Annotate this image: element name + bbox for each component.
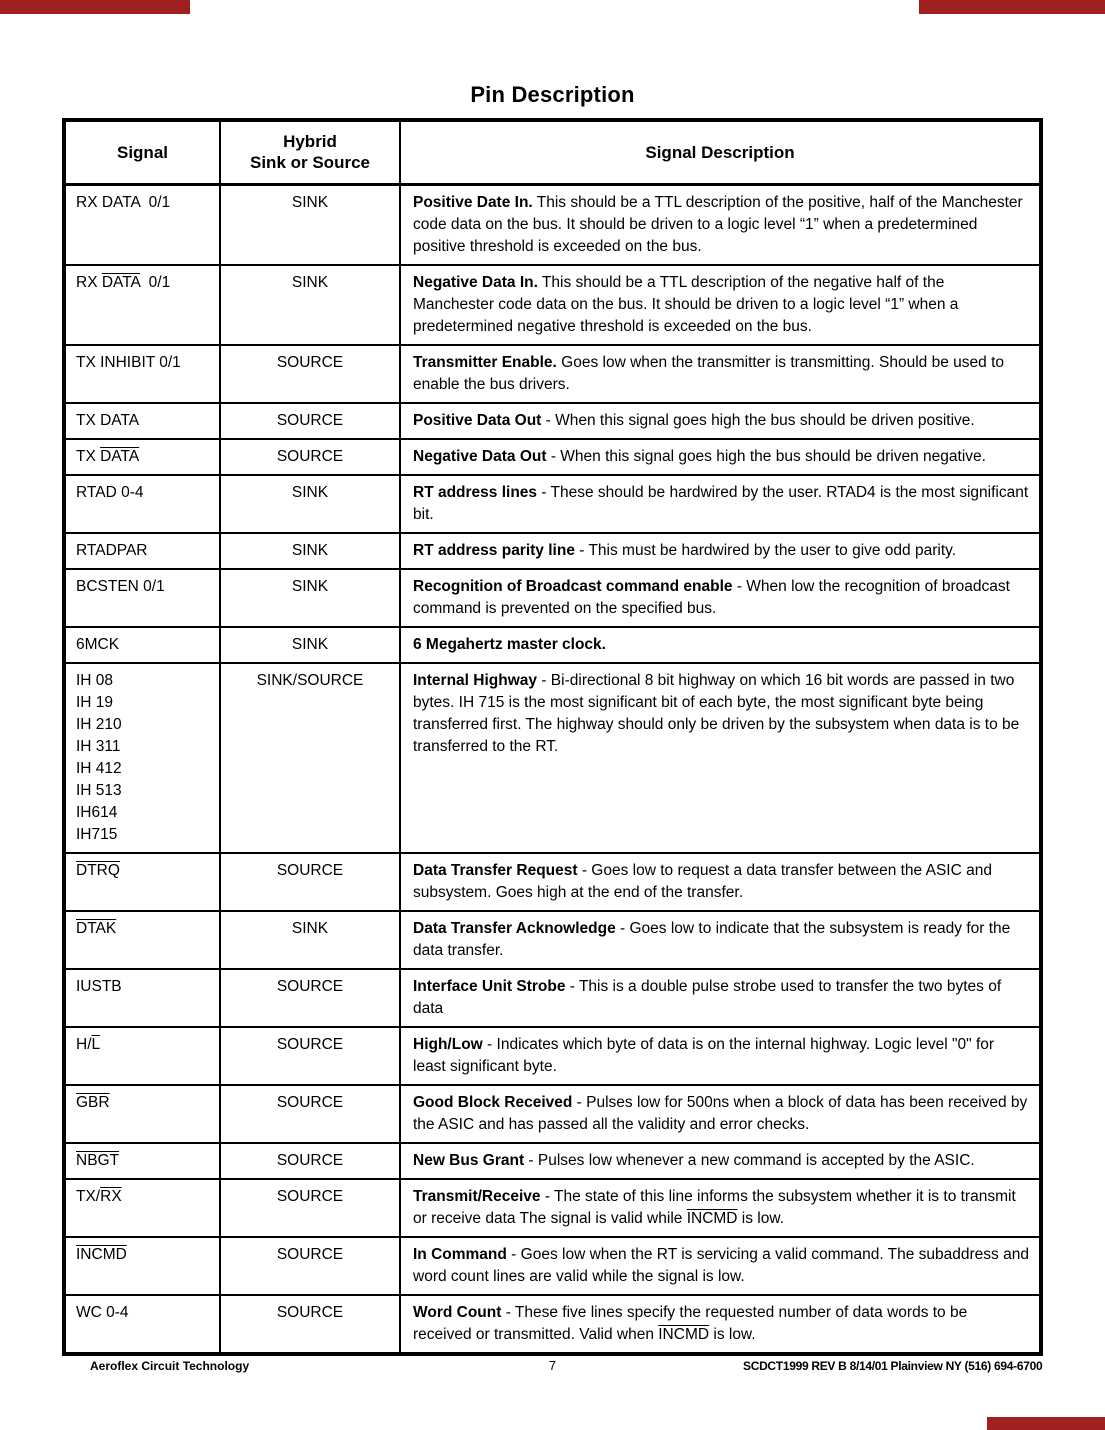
table-row bbox=[64, 533, 1041, 569]
signal-cell: 6MCK bbox=[64, 627, 220, 663]
header-hybrid-line2: Sink or Source bbox=[250, 153, 370, 173]
hybrid-cell: SINK bbox=[220, 475, 400, 533]
table-row bbox=[64, 853, 1041, 911]
description-cell: Positive Date In. This should be a TTL description of the positive, half of the Manchester code data on the bus. It should be driven to a logic level “1” when a predetermined positive threshold is exceeded on the bus. bbox=[400, 184, 1041, 265]
signal-cell: BCSTEN 0/1 bbox=[64, 569, 220, 627]
description-cell: High/Low - Indicates which byte of data is on the internal highway. Logic level "0" for least significant byte. bbox=[400, 1027, 1041, 1085]
description-cell: Word Count - These five lines specify the requested number of data words to be received or transmitted. Valid when INCMD is low. bbox=[400, 1295, 1041, 1354]
description-cell: RT address parity line - This must be hardwired by the user to give odd parity. bbox=[400, 533, 1041, 569]
table-row bbox=[64, 1027, 1041, 1085]
red-bar-bottom-right bbox=[987, 1417, 1105, 1430]
description-cell: 6 Megahertz master clock. bbox=[400, 627, 1041, 663]
description-cell: Recognition of Broadcast command enable - When low the recognition of broadcast command is prevented on the specified bus. bbox=[400, 569, 1041, 627]
header-hybrid-line1: Hybrid bbox=[283, 132, 337, 152]
signal-cell: RTADPAR bbox=[64, 533, 220, 569]
description-cell: RT address lines - These should be hardwired by the user. RTAD4 is the most significant bit. bbox=[400, 475, 1041, 533]
signal-cell: TX DATA bbox=[64, 403, 220, 439]
footer-page-number: 7 bbox=[548, 1358, 557, 1373]
hybrid-cell: SOURCE bbox=[220, 1179, 400, 1237]
table-row bbox=[64, 475, 1041, 533]
header-signal: Signal bbox=[64, 120, 220, 184]
hybrid-cell: SOURCE bbox=[220, 439, 400, 475]
hybrid-cell: SINK bbox=[220, 184, 400, 265]
description-cell: Data Transfer Acknowledge - Goes low to indicate that the subsystem is ready for the data transfer. bbox=[400, 911, 1041, 969]
hybrid-cell: SINK bbox=[220, 627, 400, 663]
red-bar-top-right bbox=[919, 0, 1105, 14]
description-cell: Negative Data In. This should be a TTL description of the negative half of the Manchester code data on the bus. It should be driven to a logic level “1” when a predetermined negative threshold is exceeded on the bus. bbox=[400, 265, 1041, 345]
description-cell: Interface Unit Strobe - This is a double pulse strobe used to transfer the two bytes of data bbox=[400, 969, 1041, 1027]
signal-cell: DTAK bbox=[64, 911, 220, 969]
table-row bbox=[64, 1295, 1041, 1354]
page-title: Pin Description bbox=[470, 82, 635, 107]
table-row bbox=[64, 569, 1041, 627]
description-cell: Transmit/Receive - The state of this line informs the subsystem whether it is to transmit or receive data The signal is valid while INCMD is low. bbox=[400, 1179, 1041, 1237]
table-row bbox=[64, 627, 1041, 663]
signal-cell: RX DATA 0/1 bbox=[64, 184, 220, 265]
signal-cell: TX DATA bbox=[64, 439, 220, 475]
table-row bbox=[64, 439, 1041, 475]
hybrid-cell: SINK bbox=[220, 569, 400, 627]
description-cell: Internal Highway - Bi-directional 8 bit highway on which 16 bit words are passed in two bytes. IH 715 is the most significant bit of each byte, the most significant byte being transferred first. The highway should only be driven by the subsystem when data is to be transferred to the RT. bbox=[400, 663, 1041, 853]
hybrid-cell: SOURCE bbox=[220, 403, 400, 439]
page-footer bbox=[62, 1354, 1043, 1394]
signal-cell: RTAD 0-4 bbox=[64, 475, 220, 533]
signal-cell: IH 08 IH 19 IH 210 IH 311 IH 412 IH 513 IH614 IH715 bbox=[64, 663, 220, 853]
signal-cell: $TX/\overline{RX}$ bbox=[64, 1179, 220, 1237]
signal-cell: $\overline{GBR}$ bbox=[64, 1085, 220, 1143]
signal-cell: RX DATA 0/1 bbox=[64, 265, 220, 345]
signal-cell: IUSTB bbox=[64, 969, 220, 1027]
footer-doc-id: SCDCT1999 REV B 8/14/01 Plainview NY (516) 694-6700 bbox=[743, 1354, 1043, 1373]
table-row bbox=[64, 969, 1041, 1027]
red-bar-top-left bbox=[0, 0, 190, 14]
hybrid-cell: SINK bbox=[220, 911, 400, 969]
hybrid-cell: SINK bbox=[220, 265, 400, 345]
signal-cell: WC 0-4 bbox=[64, 1295, 220, 1354]
signal-cell: DTRQ bbox=[64, 853, 220, 911]
hybrid-cell: SINK bbox=[220, 533, 400, 569]
table-row bbox=[64, 911, 1041, 969]
hybrid-cell: SINK/SOURCE bbox=[220, 663, 400, 853]
hybrid-cell: SOURCE bbox=[220, 1143, 400, 1179]
signal-cell: NBGT bbox=[64, 1143, 220, 1179]
table-row bbox=[64, 663, 1041, 853]
description-cell: Negative Data Out - When this signal goes high the bus should be driven negative. bbox=[400, 439, 1041, 475]
table-row bbox=[64, 1179, 1041, 1237]
description-cell: Positive Data Out - When this signal goes high the bus should be driven positive. bbox=[400, 403, 1041, 439]
table-row bbox=[64, 1237, 1041, 1295]
hybrid-cell: SOURCE bbox=[220, 1295, 400, 1354]
header-description: Signal Description bbox=[400, 120, 1041, 184]
description-cell: Data Transfer Request - Goes low to request a data transfer between the ASIC and subsystem. Goes high at the end of the transfer. bbox=[400, 853, 1041, 911]
table-row bbox=[64, 345, 1041, 403]
description-cell: Transmitter Enable. Goes low when the transmitter is transmitting. Should be used to enable the bus drivers. bbox=[400, 345, 1041, 403]
table-row bbox=[64, 1143, 1041, 1179]
signal-cell: TX INHIBIT 0/1 bbox=[64, 345, 220, 403]
hybrid-cell: SOURCE bbox=[220, 853, 400, 911]
hybrid-cell: SOURCE bbox=[220, 1085, 400, 1143]
description-cell: In Command - Goes low when the RT is servicing a valid command. The subaddress and word count lines are valid while the signal is low. bbox=[400, 1237, 1041, 1295]
table-row bbox=[64, 184, 1041, 265]
hybrid-cell: SOURCE bbox=[220, 345, 400, 403]
signal-cell: $H/\overline{L}$ bbox=[64, 1027, 220, 1085]
header-hybrid bbox=[220, 120, 400, 184]
table-row bbox=[64, 265, 1041, 345]
pin-description-table bbox=[62, 118, 1043, 1356]
signal-cell: INCMD bbox=[64, 1237, 220, 1295]
description-cell: New Bus Grant - Pulses low whenever a new command is accepted by the ASIC. bbox=[400, 1143, 1041, 1179]
hybrid-cell: SOURCE bbox=[220, 1027, 400, 1085]
description-cell: Good Block Received - Pulses low for 500ns when a block of data has been received by the ASIC and has passed all the validity and error checks. bbox=[400, 1085, 1041, 1143]
hybrid-cell: SOURCE bbox=[220, 969, 400, 1027]
table-row bbox=[64, 403, 1041, 439]
hybrid-cell: SOURCE bbox=[220, 1237, 400, 1295]
header-row bbox=[64, 120, 1041, 184]
table-row bbox=[64, 1085, 1041, 1143]
footer-company: Aeroflex Circuit Technology bbox=[90, 1354, 380, 1373]
